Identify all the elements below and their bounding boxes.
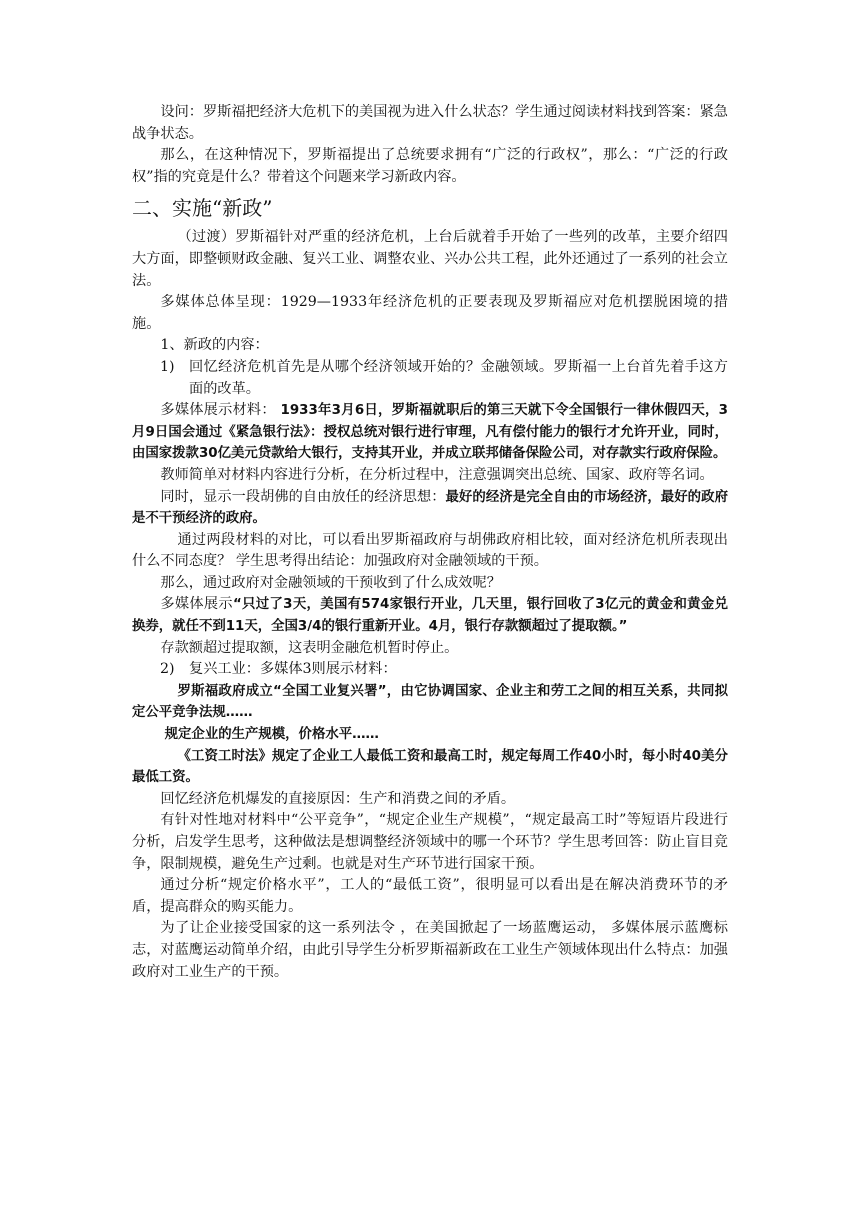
list-item-text: 回忆经济危机首先是从哪个经济领域开始的？金融领域。罗斯福一上台首先着手这方面的改革。	[189, 358, 728, 397]
subheading-new-deal-content: 1、新政的内容：	[160, 337, 269, 354]
quoted-material: 规定企业的生产规模，价格水平……	[164, 727, 379, 743]
paragraph-transition: （过渡）罗斯福针对严重的经济危机，上台后就着手开始了一些列的改革，主要介绍四大方面，即整顿财政金融、复兴工业、调整农业、兴办公共工程，此外还通过了一系列的社会立法。	[132, 229, 728, 289]
material-wage-law	[132, 746, 728, 789]
paragraph-comparison: 通过两段材料的对比，可以看出罗斯福政府与胡佛政府相比较，面对经济危机所表现出什么不同态度？ 学生思考得出结论：加强政府对金融领域的干预。	[132, 531, 728, 570]
paragraph-production-analysis: 有针对性地对材料中“公平竞争”，“规定企业生产规模”，“规定最高工时”等短语片段进行分析，启发学生思考，这种做法是想调整经济领域中的哪一个环节？学生思考回答：防止盲目竞争，限制规模，避免生产过剩。也就是对生产环节进行国家干预。	[132, 812, 728, 872]
paragraph-question: 设问：罗斯福把经济大危机下的美国视为进入什么状态？学生通过阅读材料找到答案：紧急战争状态。	[132, 104, 728, 142]
document-page	[132, 102, 728, 983]
material-nira	[132, 681, 728, 724]
section-heading: 二、实施“新政”	[132, 196, 273, 221]
paragraph-multimedia-overview: 多媒体总体呈现：1929—1933年经济危机的正要表现及罗斯福应对危机摆脱困境的措施。	[132, 294, 728, 332]
quoted-material: 《工资工时法》规定了企业工人最低工资和最高工时，规定每周工作40小时，每小时40美分最低工资。	[132, 748, 728, 786]
quoted-material: 罗斯福政府成立“全国工业复兴署”，由它协调国家、企业主和劳工之间的相互关系，共同拟定公平竞争法规……	[132, 683, 728, 721]
paragraph-crisis-cause: 回忆经济危机爆发的直接原因：生产和消费之间的矛盾。	[160, 790, 516, 807]
paragraph-effect-question: 那么，通过政府对金融领域的干预收到了什么成效呢？	[160, 574, 501, 591]
paragraph-bank-results	[132, 594, 728, 637]
lead-text: 多媒体展示	[160, 596, 233, 613]
quoted-material: 最好的经济是完全自由的市场经济，最好的政府是不干预经济的政府。	[132, 489, 728, 527]
lead-text: 多媒体展示材料：	[160, 402, 276, 419]
list-item-industry	[132, 659, 728, 681]
material-scale	[132, 724, 728, 746]
quoted-material: “只过了3天，美国有574家银行开业，几天里，银行回收了3亿元的黄金和黄金兑换券，就任不到11天，全国3/4的银行重新开业。4月，银行存款额超过了提取额。”	[132, 597, 728, 635]
paragraph-hoover-thought	[132, 487, 728, 530]
paragraph-consumption-analysis: 通过分析“规定价格水平”，工人的“最低工资”，很明显可以看出是在解决消费环节的矛盾，提高群众的购买能力。	[132, 877, 728, 915]
list-number: 1)	[160, 358, 175, 375]
paragraph-teacher-analysis: 教师简单对材料内容进行分析，在分析过程中，注意强调突出总统、国家、政府等名词。	[160, 466, 714, 483]
paragraph-blue-eagle: 为了让企业接受国家的这一系列法令 ，在美国掀起了一场蓝鹰运动， 多媒体展示蓝鹰标志，对蓝鹰运动简单介绍，由此引导学生分析罗斯福新政在工业生产领域体现出什么特点：加强政府对工业生产的干预。	[132, 920, 728, 980]
paragraph-banking-material	[132, 400, 728, 465]
list-item-text: 复兴工业：多媒体3则展示材料：	[189, 661, 397, 678]
quoted-material: 1933年3月6日，罗斯福就职后的第三天就下令全国银行一律休假四天，3月9日国会通过《紧急银行法》：授权总统对银行进行审理，凡有偿付能力的银行才允许开业，同时，由国家拨款30亿美元贷款给大银行，支持其开业，并成立联邦储备保险公司，对存款实行政府保险。	[132, 403, 728, 462]
list-item-finance	[132, 357, 728, 400]
list-number: 2)	[160, 661, 175, 678]
paragraph-conclusion-finance: 存款额超过提取额，这表明金融危机暂时停止。	[160, 639, 459, 656]
paragraph-broad-power: 那么，在这种情况下，罗斯福提出了总统要求拥有“广泛的行政权”，那么：“广泛的行政权”指的究竟是什么？带着这个问题来学习新政内容。	[132, 147, 728, 185]
lead-text: 同时，显示一段胡佛的自由放任的经济思想：	[160, 488, 446, 505]
